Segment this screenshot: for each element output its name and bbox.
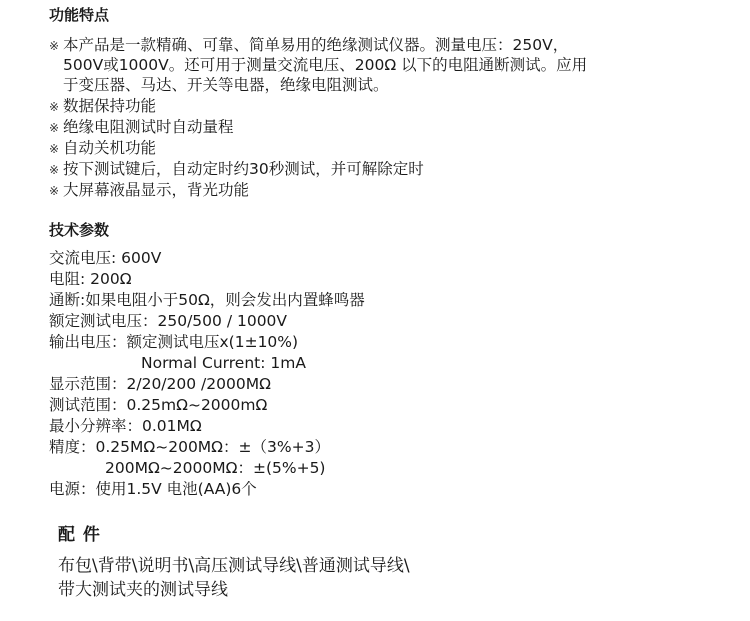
asterisk-mark-icon: ※ bbox=[49, 163, 60, 177]
feature-item-1-line-3: 于变压器、马达、开关等电器，绝缘电阻测试。 bbox=[63, 76, 389, 94]
feature-text: 大屏幕液晶显示，背光功能 bbox=[63, 181, 250, 199]
spec-accuracy-low: 精度：0.25MΩ~200MΩ：±（3%+3） bbox=[49, 438, 330, 456]
spec-display-range: 显示范围：2/20/200 /2000MΩ bbox=[49, 375, 271, 393]
feature-item-5 bbox=[49, 159, 424, 180]
accessories-heading: 配 件 bbox=[58, 525, 101, 545]
feature-text: 数据保持功能 bbox=[63, 97, 157, 115]
feature-text: 按下测试键后，自动定时约30秒测试，并可解除定时 bbox=[63, 160, 424, 178]
accessories-line-1: 布包\背带\说明书\高压测试导线\普通测试导线\ bbox=[58, 556, 410, 576]
spec-power-supply: 电源：使用1.5V 电池(AA)6个 bbox=[49, 480, 257, 498]
feature-item-4 bbox=[49, 138, 156, 159]
feature-item-2 bbox=[49, 96, 156, 117]
spec-normal-current: Normal Current: 1mA bbox=[141, 354, 306, 372]
asterisk-mark-icon: ※ bbox=[49, 184, 60, 198]
spec-output-voltage: 输出电压：额定测试电压x(1±10%) bbox=[49, 333, 299, 351]
feature-text: 绝缘电阻测试时自动量程 bbox=[63, 118, 234, 136]
specs-heading: 技术参数 bbox=[49, 221, 110, 239]
spec-test-range: 测试范围：0.25mΩ~2000mΩ bbox=[49, 396, 268, 414]
spec-resistance: 电阻: 200Ω bbox=[49, 270, 132, 288]
feature-text: 本产品是一款精确、可靠、简单易用的绝缘测试仪器。测量电压：250V， bbox=[63, 36, 569, 54]
asterisk-mark-icon: ※ bbox=[49, 39, 60, 53]
asterisk-mark-icon: ※ bbox=[49, 121, 60, 135]
feature-text: 自动关机功能 bbox=[63, 139, 157, 157]
spec-accuracy-high: 200MΩ~2000MΩ：±(5%+5) bbox=[105, 459, 326, 477]
feature-item-1-line-1 bbox=[49, 35, 568, 56]
spec-min-resolution: 最小分辨率：0.01MΩ bbox=[49, 417, 202, 435]
feature-item-1-line-2: 500V或1000V。还可用于测量交流电压、200Ω 以下的电阻通断测试。应用 bbox=[63, 56, 588, 74]
spec-ac-voltage: 交流电压: 600V bbox=[49, 249, 162, 267]
feature-item-6 bbox=[49, 180, 249, 201]
asterisk-mark-icon: ※ bbox=[49, 100, 60, 114]
accessories-line-2: 带大测试夹的测试导线 bbox=[58, 580, 228, 600]
spec-rated-test-voltage: 额定测试电压：250/500 / 1000V bbox=[49, 312, 288, 330]
features-heading: 功能特点 bbox=[49, 6, 110, 24]
feature-item-3 bbox=[49, 117, 234, 138]
asterisk-mark-icon: ※ bbox=[49, 142, 60, 156]
spec-continuity: 通断:如果电阻小于50Ω，则会发出内置蜂鸣器 bbox=[49, 291, 365, 309]
